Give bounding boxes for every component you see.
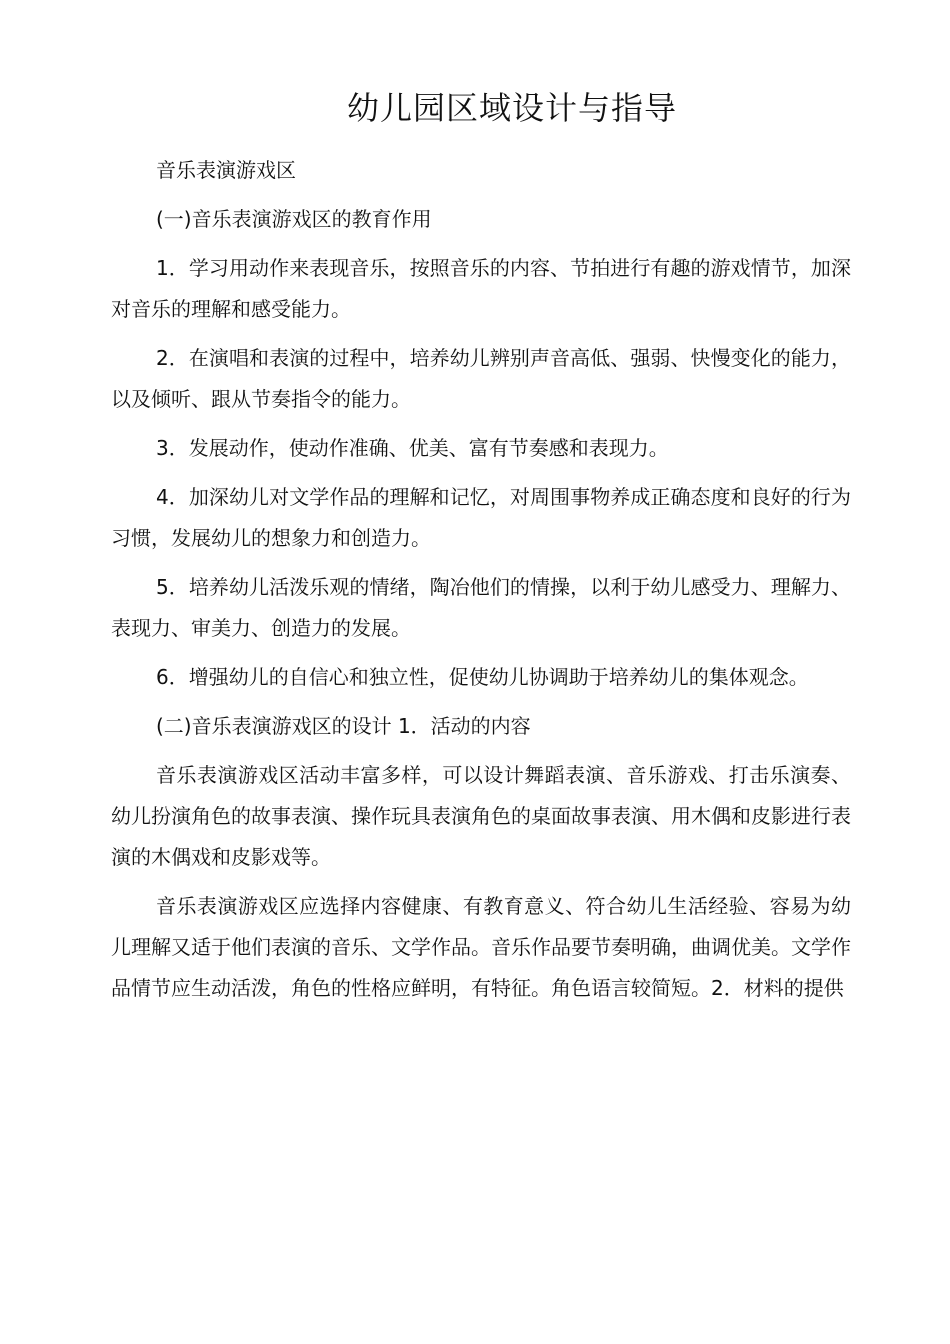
document-body — [111, 150, 851, 1009]
list-item: 4．加深幼儿对文学作品的理解和记忆，对周围事物养成正确态度和良好的行为习惯，发展幼儿的想象力和创造力。 — [111, 485, 851, 550]
list-item: 6．增强幼儿的自信心和独立性，促使幼儿协调助于培养幼儿的集体观念。 — [156, 665, 809, 689]
body-paragraph: 音乐表演游戏区活动丰富多样，可以设计舞蹈表演、音乐游戏、打击乐演奏、幼儿扮演角色的故事表演、操作玩具表演角色的桌面故事表演、用木偶和皮影进行表演的木偶戏和皮影戏等。 — [111, 763, 851, 869]
subsection-heading: (二)音乐表演游戏区的设计 1．活动的内容 — [156, 714, 531, 738]
list-item: 2．在演唱和表演的过程中，培养幼儿辨别声音高低、强弱、快慢变化的能力，以及倾听、跟从节奏指令的能力。 — [111, 346, 851, 411]
document-title: 幼儿园区域设计与指导 — [346, 89, 677, 127]
list-item: 1．学习用动作来表现音乐，按照音乐的内容、节拍进行有趣的游戏情节，加深对音乐的理解和感受能力。 — [111, 256, 851, 321]
body-paragraph: 音乐表演游戏区应选择内容健康、有教育意义、符合幼儿生活经验、容易为幼儿理解又适于他们表演的音乐、文学作品。音乐作品要节奏明确，曲调优美。文学作品情节应生动活泼，角色的性格应鲜明，有特征。角色语言较简短。2．材料的提供 — [111, 894, 851, 1000]
section-heading: 音乐表演游戏区 — [156, 158, 296, 182]
list-item: 5．培养幼儿活泼乐观的情绪，陶冶他们的情操，以利于幼儿感受力、理解力、表现力、审美力、创造力的发展。 — [111, 575, 851, 640]
subsection-heading: (一)音乐表演游戏区的教育作用 — [156, 207, 432, 231]
list-item: 3．发展动作，使动作准确、优美、富有节奏感和表现力。 — [156, 436, 669, 460]
